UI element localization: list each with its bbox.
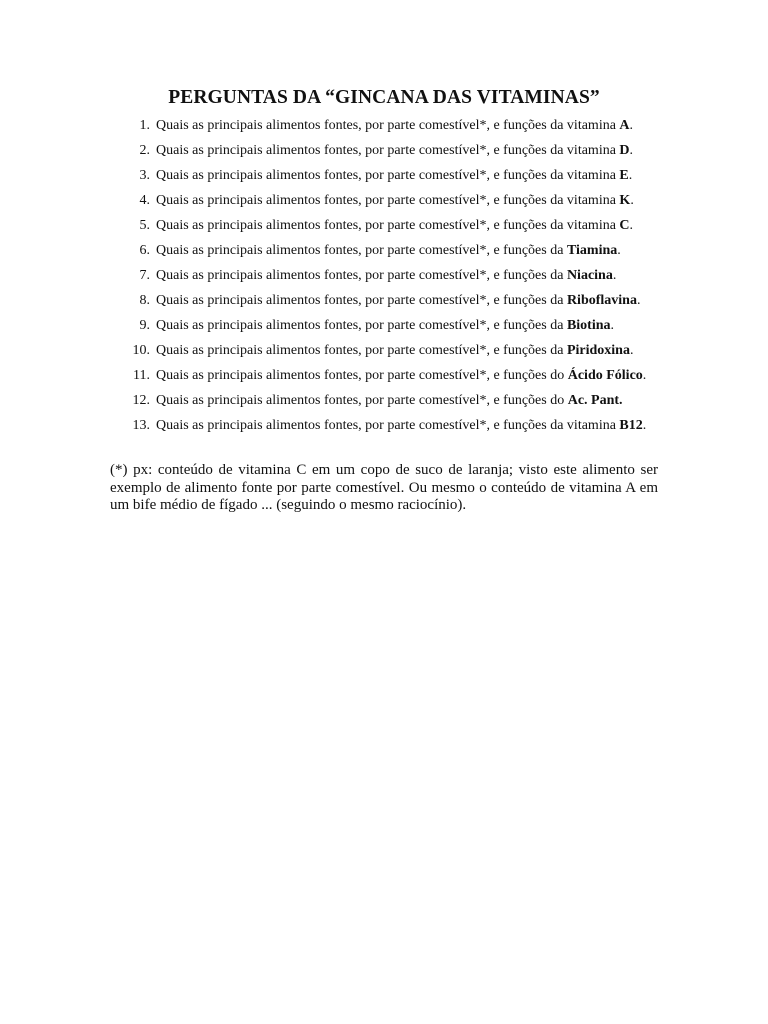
question-prefix: Quais as principais alimentos fontes, por parte comestível*, e funções do [156,368,568,383]
question-number: 4. [139,193,150,208]
question-prefix: Quais as principais alimentos fontes, por parte comestível*, e funções da [156,268,567,283]
question-prefix: Quais as principais alimentos fontes, por parte comestível*, e funções do [156,393,568,408]
question-item [112,416,712,441]
question-item [112,291,712,316]
question-suffix: . [629,343,634,358]
question-number: 5. [139,218,150,233]
question-suffix: . [612,268,617,283]
question-subject: Tiamina [566,243,618,258]
question-suffix: . [642,368,647,383]
question-subject: Biotina [566,318,611,333]
question-suffix: . [629,118,634,133]
question-number: 3. [139,168,150,183]
question-text [156,216,633,236]
question-text [156,291,640,311]
question-suffix: . [610,318,615,333]
question-subject: A [619,118,630,133]
question-number: 1. [139,118,150,133]
question-prefix: Quais as principais alimentos fontes, por parte comestível*, e funções da vitamina [156,218,620,233]
question-number: 12. [132,393,150,408]
question-text [156,241,621,261]
question-suffix: . [636,293,641,308]
question-item [112,341,712,366]
question-text [156,166,632,186]
question-subject: Ácido Fólico [567,368,643,383]
question-item [112,116,712,141]
question-prefix: Quais as principais alimentos fontes, por parte comestível*, e funções da vitamina [156,143,620,158]
question-item [112,216,712,241]
question-number: 10. [132,343,150,358]
question-text [156,316,614,336]
question-subject: B12 [619,418,643,433]
question-subject: E [619,168,629,183]
question-suffix: . [642,418,647,433]
question-item [112,316,712,341]
question-subject: D [619,143,630,158]
question-suffix: . [629,218,634,233]
question-suffix: . [628,168,633,183]
question-subject: Ac. Pant. [567,393,623,408]
question-prefix: Quais as principais alimentos fontes, por parte comestível*, e funções da vitamina [156,118,620,133]
page-title: PERGUNTAS DA “GINCANA DAS VITAMINAS” [168,87,600,108]
question-prefix: Quais as principais alimentos fontes, por parte comestível*, e funções da vitamina [156,168,620,183]
question-text [156,391,623,411]
question-number: 11. [133,368,150,383]
question-item [112,266,712,291]
question-item [112,191,712,216]
question-subject: C [619,218,630,233]
question-subject: Niacina [566,268,613,283]
question-subject: Riboflavina [566,293,637,308]
question-prefix: Quais as principais alimentos fontes, por parte comestível*, e funções da [156,318,567,333]
question-list [112,116,712,441]
question-text [156,266,616,286]
question-item [112,366,712,391]
question-number: 13. [132,418,150,433]
question-prefix: Quais as principais alimentos fontes, por parte comestível*, e funções da vitamina [156,418,620,433]
question-number: 6. [139,243,150,258]
question-item [112,166,712,191]
question-number: 9. [139,318,150,333]
question-text [156,141,633,161]
question-prefix: Quais as principais alimentos fontes, por parte comestível*, e funções da [156,343,567,358]
question-suffix: . [630,193,634,208]
question-text [156,416,646,436]
question-text [156,341,633,361]
question-subject: K [619,193,631,208]
question-subject: Piridoxina [566,343,630,358]
question-number: 8. [139,293,150,308]
footnote: (*) px: conteúdo de vitamina C em um copo de suco de laranja; visto este alimento ser exemplo de alimento fonte por parte comestível. Ou mesmo o conteúdo de vitamina A em um bife médio de fígado ... (seguindo o mesmo raciocínio). [110,462,658,513]
question-text [156,366,646,386]
question-number: 2. [139,143,150,158]
question-prefix: Quais as principais alimentos fontes, por parte comestível*, e funções da [156,293,567,308]
question-item [112,241,712,266]
question-text [156,191,634,211]
question-item [112,391,712,416]
question-prefix: Quais as principais alimentos fontes, por parte comestível*, e funções da [156,243,567,258]
question-item [112,141,712,166]
question-text [156,116,633,136]
question-number: 7. [139,268,150,283]
question-suffix: . [629,143,634,158]
question-prefix: Quais as principais alimentos fontes, por parte comestível*, e funções da vitamina [156,193,620,208]
question-suffix: . [617,243,621,258]
